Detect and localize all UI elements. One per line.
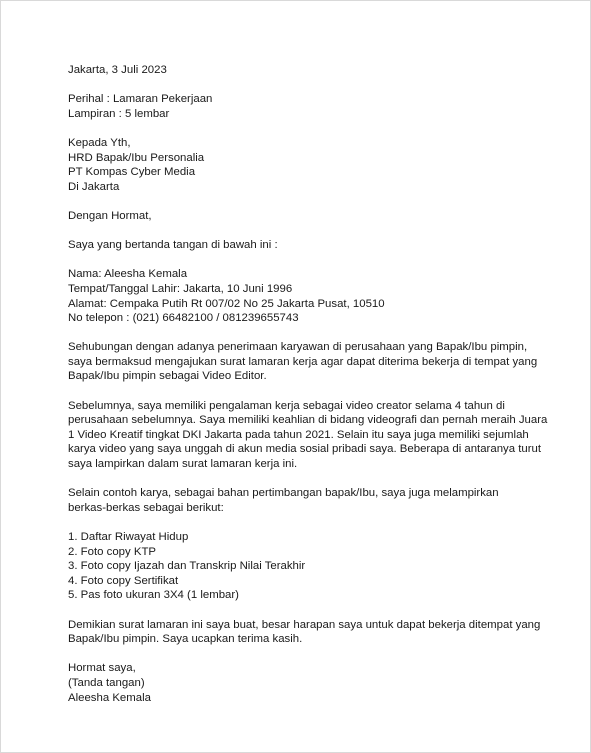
paragraph-line: 1 Video Kreatif tingkat DKI Jakarta pada tahun 2021. Selain itu saya juga memiliki sejumlah xyxy=(68,428,529,441)
subject-line: Perihal : Lamaran Pekerjaan xyxy=(68,93,213,106)
applicant-address: Alamat: Cempaka Putih Rt 007/02 No 25 Jakarta Pusat, 10510 xyxy=(68,297,385,310)
list-item: 1. Daftar Riwayat Hidup xyxy=(68,531,189,543)
spacer xyxy=(68,515,548,530)
applicant-birth: Tempat/Tanggal Lahir: Jakarta, 10 Juni 1996 xyxy=(68,282,293,295)
letter-body xyxy=(68,63,548,705)
attachment-count-line: Lampiran : 5 lembar xyxy=(68,107,170,120)
spacer xyxy=(68,194,548,209)
signature-name: Aleesha Kemala xyxy=(68,691,151,704)
spacer xyxy=(68,326,548,341)
spacer xyxy=(68,224,548,239)
attachment-list xyxy=(68,530,548,603)
paragraph-closing xyxy=(68,618,548,647)
paragraph-line: berkas-berkas sebagai berikut: xyxy=(68,501,224,514)
list-item: 5. Pas foto ukuran 3X4 (1 lembar) xyxy=(68,589,239,602)
paragraph-attachments-intro xyxy=(68,486,548,515)
signature-placeholder: (Tanda tangan) xyxy=(68,676,145,689)
signature-salutation: Hormat saya, xyxy=(68,662,136,675)
paragraph-experience xyxy=(68,399,548,472)
paragraph-line: karya video yang saya unggah di akun media sosial pribadi saya. Beberapa di antaranya turut xyxy=(68,443,542,456)
signature-block xyxy=(68,661,548,705)
paragraph-line: Bapak/Ibu pimpin sebagai Video Editor. xyxy=(68,370,267,383)
paragraph-line: Sehubungan dengan adanya penerimaan karyawan di perusahaan yang Bapak/Ibu pimpin, xyxy=(68,341,528,354)
recipient-line: PT Kompas Cyber Media xyxy=(68,166,196,179)
recipient-line: HRD Bapak/Ibu Personalia xyxy=(68,151,205,164)
spacer xyxy=(68,603,548,618)
greeting: Dengan Hormat, xyxy=(68,209,152,222)
recipient-line: Di Jakarta xyxy=(68,180,120,193)
applicant-name: Nama: Aleesha Kemala xyxy=(68,268,188,281)
spacer xyxy=(68,647,548,662)
list-item: 2. Foto copy KTP xyxy=(68,545,156,558)
recipient-line: Kepada Yth, xyxy=(68,136,131,149)
paragraph-line: saya bermaksud mengajukan surat lamaran kerja agar dapat diterima bekerja di tempat yang xyxy=(68,355,538,368)
paragraph-line: Bapak/Ibu pimpin. Saya ucapkan terima kasih. xyxy=(68,633,303,646)
applicant-phone: No telepon : (021) 66482100 / 081239655743 xyxy=(68,312,299,325)
paragraph-line: perusahaan sebelumnya. Saya memiliki keahlian di bidang videografi dan pernah meraih Juara xyxy=(68,414,548,427)
intro-line: Saya yang bertanda tangan di bawah ini : xyxy=(68,239,278,252)
paragraph-line: Selain contoh karya, sebagai bahan pertimbangan bapak/Ibu, saya juga melampirkan xyxy=(68,487,499,500)
spacer xyxy=(68,384,548,399)
paragraph-line: Demikian surat lamaran ini saya buat, besar harapan saya untuk dapat bekerja ditempat yang xyxy=(68,618,541,631)
list-item: 3. Foto copy Ijazah dan Transkrip Nilai Terakhir xyxy=(68,560,306,573)
recipient-block xyxy=(68,136,548,194)
spacer xyxy=(68,253,548,268)
applicant-details xyxy=(68,267,548,325)
spacer xyxy=(68,472,548,487)
list-item: 4. Foto copy Sertifikat xyxy=(68,574,179,587)
spacer xyxy=(68,121,548,136)
spacer xyxy=(68,78,548,93)
paragraph-purpose xyxy=(68,340,548,384)
paragraph-line: saya lampirkan dalam surat lamaran kerja ini. xyxy=(68,458,298,471)
date-line: Jakarta, 3 Juli 2023 xyxy=(68,64,167,76)
paragraph-line: Sebelumnya, saya memiliki pengalaman kerja sebagai video creator selama 4 tahun di xyxy=(68,399,505,412)
